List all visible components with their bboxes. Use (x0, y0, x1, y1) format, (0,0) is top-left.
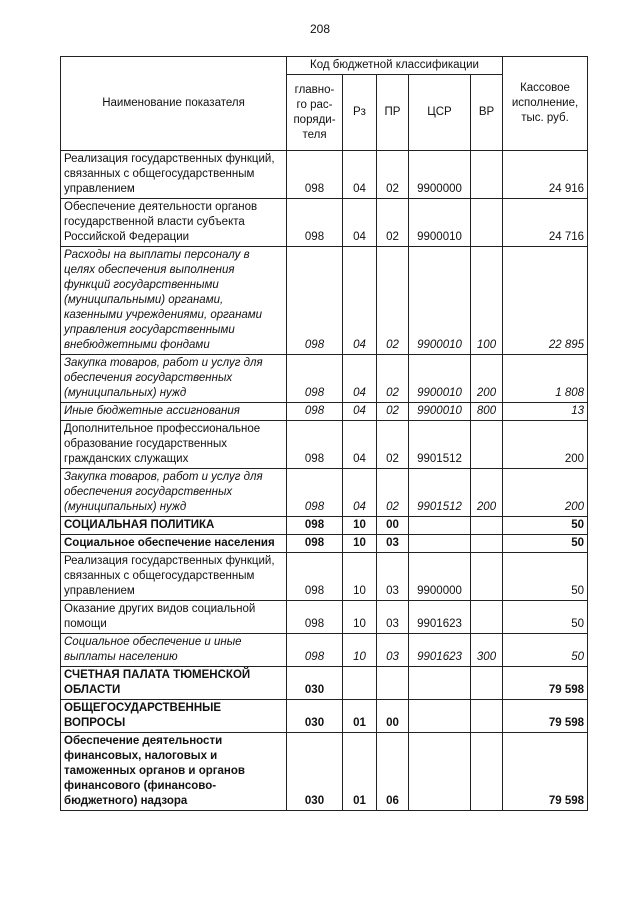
row-amount: 22 895 (503, 247, 588, 355)
table-row (61, 151, 588, 199)
row-csr (409, 517, 471, 535)
table-row (61, 667, 588, 700)
table-row (61, 469, 588, 517)
row-amount: 50 (503, 634, 588, 667)
header-main-admin: главно-го рас-поряди-теля (287, 75, 343, 151)
header-vr: ВР (471, 75, 503, 151)
row-vr: 100 (471, 247, 503, 355)
header-name: Наименование показателя (61, 57, 287, 151)
row-name: СОЦИАЛЬНАЯ ПОЛИТИКА (61, 517, 287, 535)
row-csr: 9900010 (409, 247, 471, 355)
row-amount: 50 (503, 517, 588, 535)
row-admin: 098 (287, 535, 343, 553)
row-csr: 9900000 (409, 553, 471, 601)
header-row-1 (61, 57, 588, 75)
row-name: Расходы на выплаты персоналу в целях обеспечения выполнения функций государственными (муниципальными) органами, казенными учреждениями, органами управления государственными внебюджетными фондами (61, 247, 287, 355)
row-name: СЧЕТНАЯ ПАЛАТА ТЮМЕНСКОЙ ОБЛАСТИ (61, 667, 287, 700)
row-vr (471, 733, 503, 811)
row-amount: 24 916 (503, 151, 588, 199)
row-amount: 50 (503, 601, 588, 634)
table-body (61, 151, 588, 811)
row-csr: 9900010 (409, 199, 471, 247)
row-admin: 098 (287, 553, 343, 601)
row-amount: 1 808 (503, 355, 588, 403)
row-rz: 10 (343, 601, 377, 634)
row-amount: 79 598 (503, 667, 588, 700)
table-row (61, 517, 588, 535)
row-admin: 098 (287, 469, 343, 517)
row-pr: 02 (377, 469, 409, 517)
row-amount: 200 (503, 421, 588, 469)
row-rz: 01 (343, 733, 377, 811)
row-admin: 098 (287, 151, 343, 199)
row-vr: 200 (471, 469, 503, 517)
row-rz: 01 (343, 700, 377, 733)
header-amount: Кассовое исполнение, тыс. руб. (503, 57, 588, 151)
row-admin: 098 (287, 199, 343, 247)
row-pr: 02 (377, 247, 409, 355)
row-name: Реализация государственных функций, связанных с общегосударственным управлением (61, 151, 287, 199)
row-name: ОБЩЕГОСУДАРСТВЕННЫЕ ВОПРОСЫ (61, 700, 287, 733)
row-vr (471, 535, 503, 553)
row-pr (377, 667, 409, 700)
header-csr: ЦСР (409, 75, 471, 151)
row-pr: 03 (377, 553, 409, 601)
row-vr (471, 199, 503, 247)
row-amount: 50 (503, 535, 588, 553)
header-rz: Рз (343, 75, 377, 151)
row-amount: 50 (503, 553, 588, 601)
row-rz: 04 (343, 151, 377, 199)
row-pr: 02 (377, 151, 409, 199)
row-csr: 9901512 (409, 421, 471, 469)
row-name: Оказание других видов социальной помощи (61, 601, 287, 634)
row-csr (409, 700, 471, 733)
row-csr: 9900010 (409, 403, 471, 421)
row-vr (471, 601, 503, 634)
row-rz: 04 (343, 247, 377, 355)
row-pr: 03 (377, 601, 409, 634)
row-name: Дополнительное профессиональное образование государственных гражданских служащих (61, 421, 287, 469)
row-admin: 098 (287, 634, 343, 667)
row-vr: 300 (471, 634, 503, 667)
row-admin: 098 (287, 403, 343, 421)
row-rz: 04 (343, 355, 377, 403)
row-csr: 9900010 (409, 355, 471, 403)
row-pr: 02 (377, 421, 409, 469)
row-rz: 10 (343, 535, 377, 553)
row-pr: 02 (377, 199, 409, 247)
header-pr: ПР (377, 75, 409, 151)
row-admin: 030 (287, 700, 343, 733)
row-admin: 098 (287, 421, 343, 469)
table-row (61, 199, 588, 247)
row-pr: 06 (377, 733, 409, 811)
header-code-group: Код бюджетной классификации (287, 57, 503, 75)
row-rz: 04 (343, 469, 377, 517)
page-number: 208 (309, 22, 331, 36)
row-amount: 24 716 (503, 199, 588, 247)
row-csr (409, 535, 471, 553)
row-csr (409, 733, 471, 811)
row-csr: 9901623 (409, 634, 471, 667)
table-row (61, 247, 588, 355)
table-row (61, 421, 588, 469)
table-row (61, 634, 588, 667)
table-row (61, 700, 588, 733)
row-vr (471, 667, 503, 700)
row-name: Иные бюджетные ассигнования (61, 403, 287, 421)
row-name: Реализация государственных функций, связанных с общегосударственным управлением (61, 553, 287, 601)
row-rz: 04 (343, 199, 377, 247)
row-name: Закупка товаров, работ и услуг для обеспечения государственных (муниципальных) нужд (61, 469, 287, 517)
row-rz: 04 (343, 421, 377, 469)
row-name: Социальное обеспечение и иные выплаты населению (61, 634, 287, 667)
row-pr: 03 (377, 634, 409, 667)
row-rz: 10 (343, 634, 377, 667)
row-pr: 02 (377, 403, 409, 421)
row-amount: 79 598 (503, 733, 588, 811)
row-admin: 030 (287, 733, 343, 811)
row-csr (409, 667, 471, 700)
row-amount: 13 (503, 403, 588, 421)
budget-execution-table (60, 56, 588, 811)
table-row (61, 403, 588, 421)
row-rz (343, 667, 377, 700)
row-amount: 79 598 (503, 700, 588, 733)
table-row (61, 733, 588, 811)
row-rz: 10 (343, 517, 377, 535)
row-admin: 030 (287, 667, 343, 700)
table-row (61, 355, 588, 403)
row-vr (471, 517, 503, 535)
row-rz: 04 (343, 403, 377, 421)
row-admin: 098 (287, 247, 343, 355)
row-admin: 098 (287, 517, 343, 535)
row-pr: 02 (377, 355, 409, 403)
row-name: Обеспечение деятельности финансовых, налоговых и таможенных органов и органов финансового (финансово-бюджетного) надзора (61, 733, 287, 811)
row-vr (471, 553, 503, 601)
row-name: Обеспечение деятельности органов государственной власти субъекта Российской Федерации (61, 199, 287, 247)
row-pr: 03 (377, 535, 409, 553)
row-csr: 9900000 (409, 151, 471, 199)
row-pr: 00 (377, 517, 409, 535)
row-csr: 9901623 (409, 601, 471, 634)
row-vr: 200 (471, 355, 503, 403)
row-vr (471, 151, 503, 199)
row-name: Социальное обеспечение населения (61, 535, 287, 553)
row-csr: 9901512 (409, 469, 471, 517)
row-rz: 10 (343, 553, 377, 601)
table-row (61, 535, 588, 553)
row-admin: 098 (287, 601, 343, 634)
table-row (61, 553, 588, 601)
row-admin: 098 (287, 355, 343, 403)
row-vr (471, 700, 503, 733)
row-vr (471, 421, 503, 469)
table-row (61, 601, 588, 634)
row-amount: 200 (503, 469, 588, 517)
row-pr: 00 (377, 700, 409, 733)
row-vr: 800 (471, 403, 503, 421)
row-name: Закупка товаров, работ и услуг для обеспечения государственных (муниципальных) нужд (61, 355, 287, 403)
